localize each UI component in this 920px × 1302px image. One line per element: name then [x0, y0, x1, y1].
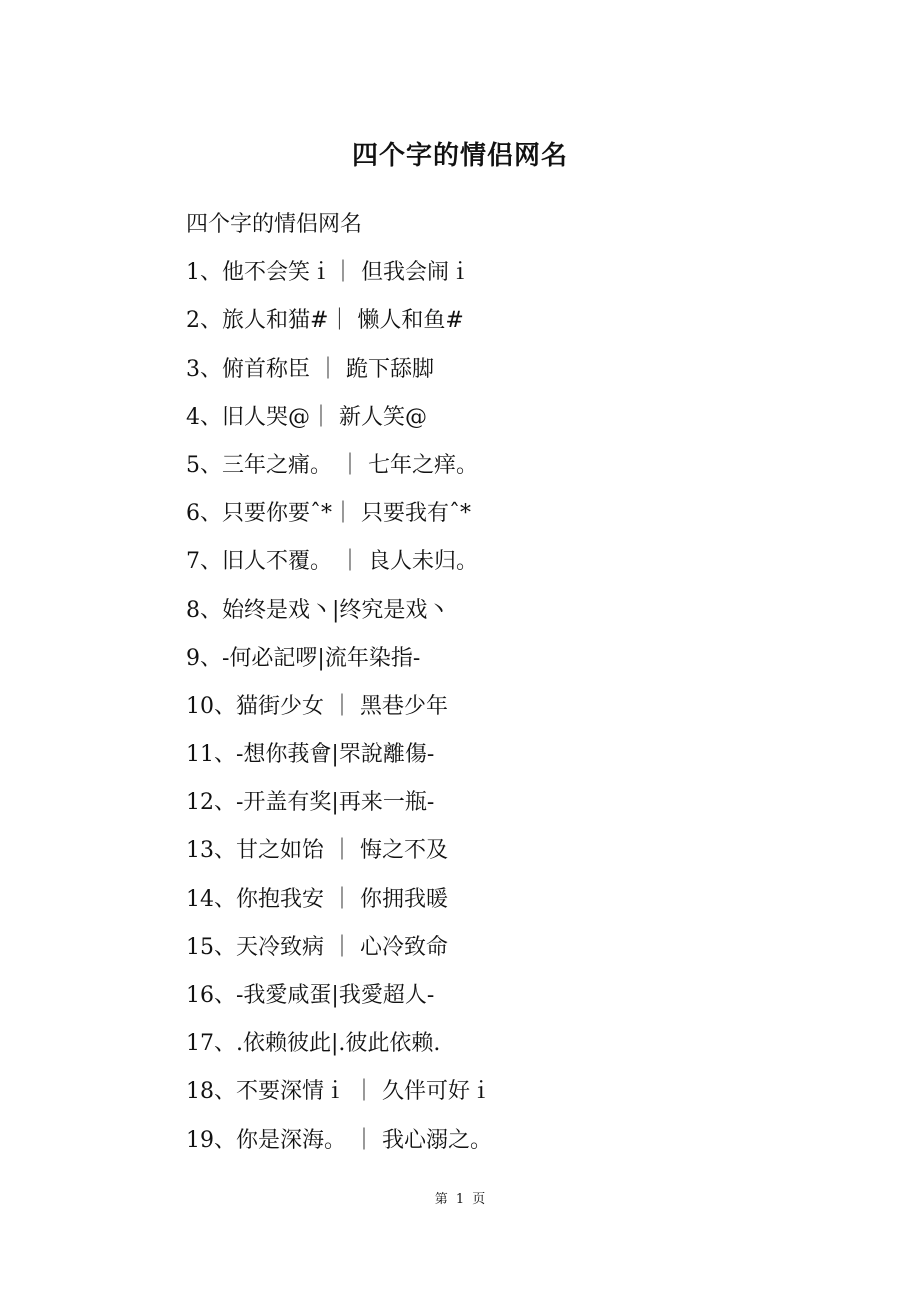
list-item: 12、-开盖有奖|再来一瓶- [186, 790, 435, 816]
list-item: 19、你是深海。 ｜ 我心溺之。 [186, 1127, 492, 1153]
document-body [186, 207, 826, 1171]
list-item: 8、始终是戏丶|终究是戏丶 [186, 597, 450, 623]
list-item: 17、.依赖彼此|.彼此依赖. [186, 1031, 441, 1057]
page-title: 四个字的情侣网名 [351, 141, 568, 171]
list-item: 16、-我愛咸蛋|我愛超人- [186, 983, 435, 1008]
list-item: 9、-何必記啰|流年染指- [186, 645, 421, 671]
list-item: 18、不要深情ｉ ｜ 久伴可好ｉ [186, 1079, 492, 1105]
list-item: 7、旧人不覆。 ｜ 良人未归。 [186, 549, 478, 575]
list-item: 15、天冷致病 ｜ 心冷致命 [186, 934, 448, 960]
list-item: 2、旅人和猫#｜ 懒人和鱼# [186, 308, 464, 334]
list-item: 13、甘之如饴 ｜ 悔之不及 [186, 838, 448, 864]
list-item: 5、三年之痛。 ｜ 七年之痒。 [186, 452, 478, 478]
list-item: 1、他不会笑ｉ｜ 但我会闹ｉ [186, 260, 471, 286]
page-number: 第 1 页 [434, 1192, 486, 1207]
list-item: 3、俯首称臣 ｜ 跪下舔脚 [186, 356, 434, 382]
subtitle: 四个字的情侣网名 [186, 212, 363, 237]
list-item: 14、你抱我安 ｜ 你拥我暖 [186, 886, 448, 912]
list-item: 6、只要你要ˆ*｜ 只要我有ˆ* [186, 501, 471, 527]
list-item: 10、猫街少女 ｜ 黑巷少年 [186, 693, 448, 719]
list-item: 4、旧人哭@｜ 新人笑@ [186, 404, 427, 430]
list-item: 11、-想你莪會|罘說離傷- [186, 742, 435, 768]
